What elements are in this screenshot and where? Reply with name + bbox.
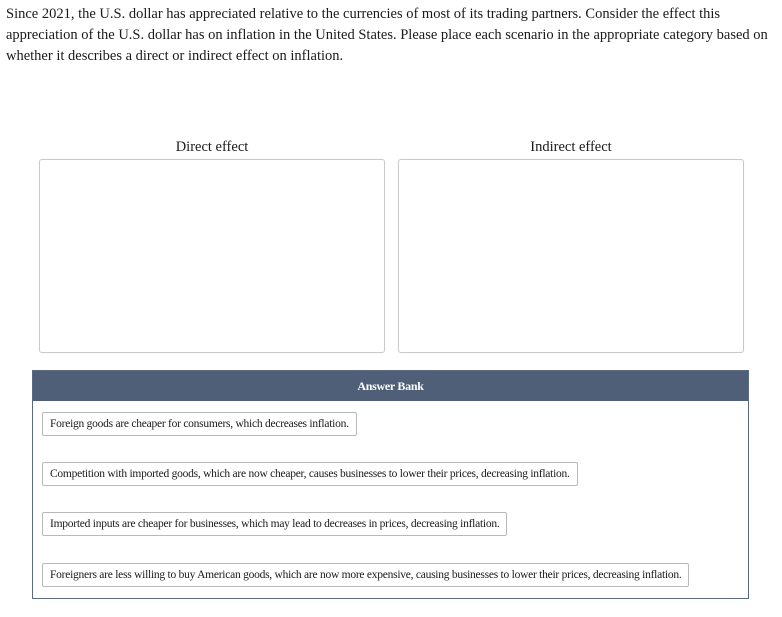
answer-item-foreign-goods-cheaper[interactable]: Foreign goods are cheaper for consumers, which decreases inflation. xyxy=(42,412,357,436)
indirect-effect-drop-zone[interactable] xyxy=(398,159,744,353)
question-prompt: Since 2021, the U.S. dollar has appreciated relative to the currencies of most of its trading partners. Consider the effect this appreciation of the U.S. dollar has on inflation in the United States. Please place each scenario in the appropriate category based on whether it describes a direct or indirect effect on inflation. xyxy=(6,6,768,64)
answer-bank xyxy=(32,370,749,599)
category-direct-effect-label: Direct effect xyxy=(175,139,249,155)
category-direct-effect xyxy=(39,138,385,353)
category-indirect-effect xyxy=(398,138,744,353)
answer-item-foreigners-less-willing[interactable]: Foreigners are less willing to buy American goods, which are now more expensive, causing businesses to lower their prices, decreasing inflation. xyxy=(42,563,689,587)
answer-item-competition-imported-goods[interactable]: Competition with imported goods, which are now cheaper, causes businesses to lower their prices, decreasing inflation. xyxy=(42,462,578,486)
direct-effect-drop-zone[interactable] xyxy=(39,159,385,353)
answer-item-imported-inputs-cheaper[interactable]: Imported inputs are cheaper for businesses, which may lead to decreases in prices, decreasing inflation. xyxy=(42,512,507,536)
answer-bank-title: Answer Bank xyxy=(33,371,748,401)
category-indirect-effect-label: Indirect effect xyxy=(530,139,612,155)
